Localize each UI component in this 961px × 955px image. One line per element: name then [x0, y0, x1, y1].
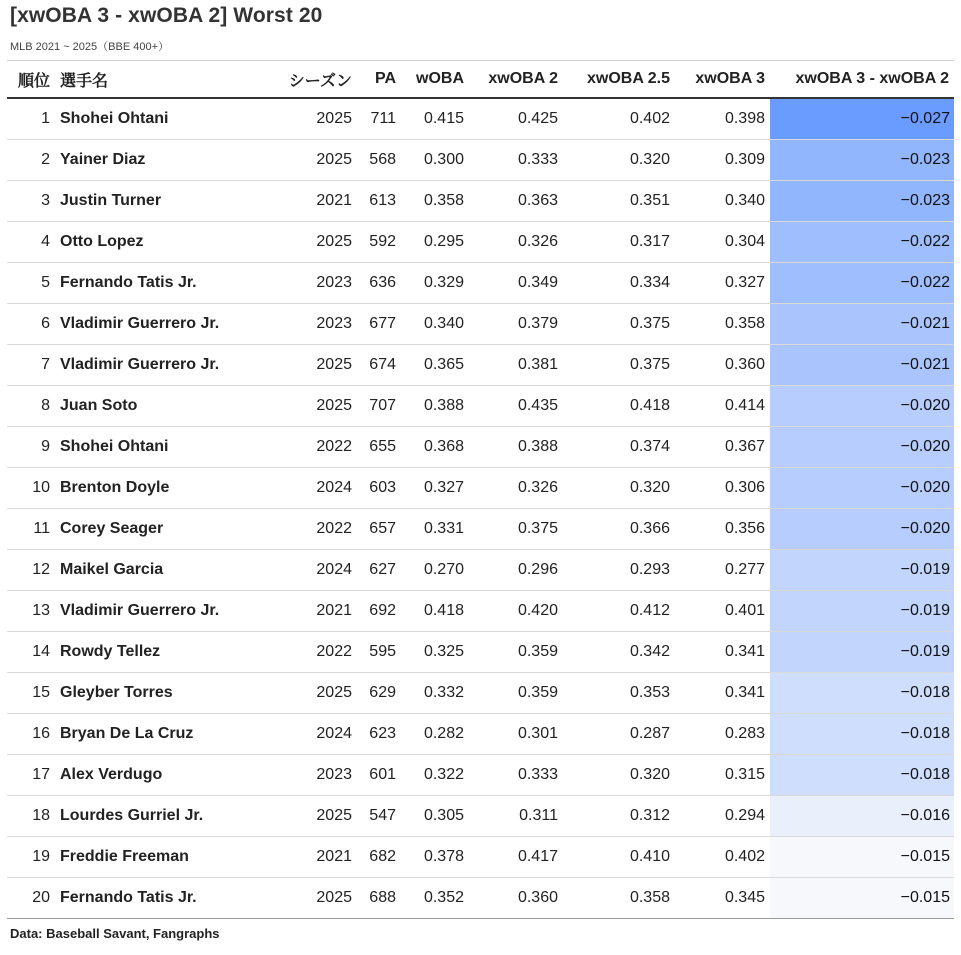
cell-woba: 0.331 [401, 509, 469, 550]
cell-rank: 18 [7, 796, 55, 837]
cell-player-name: Yainer Diaz [55, 140, 270, 181]
cell-xwoba2: 0.375 [469, 509, 563, 550]
cell-pa: 711 [357, 98, 401, 140]
cell-player-name: Juan Soto [55, 386, 270, 427]
cell-xwoba25: 0.410 [563, 837, 675, 878]
cell-player-name: Rowdy Tellez [55, 632, 270, 673]
cell-woba: 0.325 [401, 632, 469, 673]
cell-xwoba2: 0.425 [469, 98, 563, 140]
cell-pa: 655 [357, 427, 401, 468]
cell-xwoba3: 0.294 [675, 796, 770, 837]
table-row [7, 796, 954, 837]
cell-pa: 627 [357, 550, 401, 591]
cell-player-name: Vladimir Guerrero Jr. [55, 591, 270, 632]
cell-pa: 623 [357, 714, 401, 755]
cell-rank: 17 [7, 755, 55, 796]
cell-xwoba3: 0.398 [675, 98, 770, 140]
cell-pa: 674 [357, 345, 401, 386]
cell-rank: 10 [7, 468, 55, 509]
cell-xwoba3: 0.315 [675, 755, 770, 796]
cell-season: 2021 [270, 837, 357, 878]
cell-diff: −0.019 [770, 550, 954, 591]
cell-xwoba25: 0.375 [563, 345, 675, 386]
cell-player-name: Shohei Ohtani [55, 98, 270, 140]
cell-player-name: Brenton Doyle [55, 468, 270, 509]
cell-woba: 0.300 [401, 140, 469, 181]
cell-season: 2021 [270, 181, 357, 222]
cell-woba: 0.368 [401, 427, 469, 468]
cell-xwoba2: 0.388 [469, 427, 563, 468]
cell-rank: 19 [7, 837, 55, 878]
cell-rank: 14 [7, 632, 55, 673]
cell-xwoba25: 0.320 [563, 468, 675, 509]
cell-xwoba3: 0.414 [675, 386, 770, 427]
cell-woba: 0.415 [401, 98, 469, 140]
cell-player-name: Vladimir Guerrero Jr. [55, 345, 270, 386]
cell-woba: 0.332 [401, 673, 469, 714]
cell-player-name: Fernando Tatis Jr. [55, 878, 270, 919]
cell-xwoba25: 0.374 [563, 427, 675, 468]
cell-xwoba25: 0.287 [563, 714, 675, 755]
col-header-season: シーズン [270, 61, 357, 99]
cell-player-name: Shohei Ohtani [55, 427, 270, 468]
cell-diff: −0.021 [770, 345, 954, 386]
cell-season: 2022 [270, 509, 357, 550]
cell-pa: 603 [357, 468, 401, 509]
table-row [7, 878, 954, 919]
table-row [7, 386, 954, 427]
table-row [7, 263, 954, 304]
cell-diff: −0.023 [770, 140, 954, 181]
cell-xwoba2: 0.379 [469, 304, 563, 345]
cell-diff: −0.019 [770, 591, 954, 632]
cell-xwoba2: 0.333 [469, 755, 563, 796]
cell-xwoba3: 0.304 [675, 222, 770, 263]
table-row [7, 714, 954, 755]
cell-xwoba3: 0.356 [675, 509, 770, 550]
cell-xwoba25: 0.402 [563, 98, 675, 140]
table-row [7, 591, 954, 632]
cell-xwoba2: 0.301 [469, 714, 563, 755]
cell-pa: 595 [357, 632, 401, 673]
cell-xwoba3: 0.277 [675, 550, 770, 591]
cell-xwoba2: 0.333 [469, 140, 563, 181]
cell-pa: 592 [357, 222, 401, 263]
col-header-woba: wOBA [401, 61, 469, 99]
cell-diff: −0.016 [770, 796, 954, 837]
table-row [7, 468, 954, 509]
cell-season: 2025 [270, 878, 357, 919]
cell-xwoba25: 0.353 [563, 673, 675, 714]
col-header-pa: PA [357, 61, 401, 99]
cell-player-name: Alex Verdugo [55, 755, 270, 796]
col-header-rank: 順位 [7, 61, 55, 99]
cell-rank: 20 [7, 878, 55, 919]
cell-pa: 601 [357, 755, 401, 796]
cell-diff: −0.027 [770, 98, 954, 140]
cell-xwoba2: 0.349 [469, 263, 563, 304]
cell-diff: −0.020 [770, 386, 954, 427]
cell-season: 2025 [270, 222, 357, 263]
cell-season: 2025 [270, 345, 357, 386]
cell-xwoba3: 0.306 [675, 468, 770, 509]
cell-xwoba25: 0.351 [563, 181, 675, 222]
cell-xwoba2: 0.296 [469, 550, 563, 591]
cell-xwoba2: 0.435 [469, 386, 563, 427]
cell-xwoba3: 0.401 [675, 591, 770, 632]
cell-xwoba3: 0.345 [675, 878, 770, 919]
cell-woba: 0.365 [401, 345, 469, 386]
cell-diff: −0.015 [770, 878, 954, 919]
header-row [7, 61, 954, 99]
cell-diff: −0.022 [770, 263, 954, 304]
cell-season: 2024 [270, 468, 357, 509]
cell-xwoba25: 0.334 [563, 263, 675, 304]
table-row [7, 837, 954, 878]
cell-rank: 9 [7, 427, 55, 468]
table-title: [xwOBA 3 - xwOBA 2] Worst 20 [10, 4, 323, 27]
cell-rank: 4 [7, 222, 55, 263]
cell-xwoba2: 0.381 [469, 345, 563, 386]
cell-pa: 688 [357, 878, 401, 919]
cell-season: 2022 [270, 427, 357, 468]
col-header-player: 選手名 [55, 61, 270, 99]
cell-season: 2025 [270, 673, 357, 714]
table-row [7, 509, 954, 550]
cell-player-name: Maikel Garcia [55, 550, 270, 591]
table-row [7, 181, 954, 222]
cell-season: 2024 [270, 714, 357, 755]
data-source-note: Data: Baseball Savant, Fangraphs [10, 926, 220, 941]
cell-xwoba2: 0.326 [469, 222, 563, 263]
cell-xwoba25: 0.317 [563, 222, 675, 263]
cell-xwoba3: 0.402 [675, 837, 770, 878]
cell-diff: −0.018 [770, 673, 954, 714]
cell-season: 2025 [270, 98, 357, 140]
cell-xwoba25: 0.375 [563, 304, 675, 345]
cell-player-name: Gleyber Torres [55, 673, 270, 714]
cell-woba: 0.270 [401, 550, 469, 591]
cell-pa: 613 [357, 181, 401, 222]
cell-rank: 15 [7, 673, 55, 714]
cell-player-name: Fernando Tatis Jr. [55, 263, 270, 304]
cell-xwoba2: 0.360 [469, 878, 563, 919]
cell-rank: 16 [7, 714, 55, 755]
table-row [7, 98, 954, 140]
cell-xwoba25: 0.342 [563, 632, 675, 673]
col-header-diff: xwOBA 3 - xwOBA 2 [770, 61, 954, 99]
col-header-xwoba25: xwOBA 2.5 [563, 61, 675, 99]
cell-xwoba3: 0.341 [675, 632, 770, 673]
cell-xwoba25: 0.312 [563, 796, 675, 837]
cell-xwoba25: 0.293 [563, 550, 675, 591]
cell-rank: 12 [7, 550, 55, 591]
cell-woba: 0.322 [401, 755, 469, 796]
cell-xwoba2: 0.359 [469, 632, 563, 673]
cell-rank: 13 [7, 591, 55, 632]
cell-xwoba3: 0.283 [675, 714, 770, 755]
cell-diff: −0.021 [770, 304, 954, 345]
cell-player-name: Lourdes Gurriel Jr. [55, 796, 270, 837]
col-header-xwoba2: xwOBA 2 [469, 61, 563, 99]
cell-xwoba2: 0.363 [469, 181, 563, 222]
cell-woba: 0.282 [401, 714, 469, 755]
cell-pa: 692 [357, 591, 401, 632]
cell-diff: −0.018 [770, 755, 954, 796]
cell-woba: 0.418 [401, 591, 469, 632]
cell-rank: 7 [7, 345, 55, 386]
cell-pa: 547 [357, 796, 401, 837]
cell-pa: 568 [357, 140, 401, 181]
cell-season: 2023 [270, 755, 357, 796]
cell-rank: 8 [7, 386, 55, 427]
cell-woba: 0.378 [401, 837, 469, 878]
cell-diff: −0.022 [770, 222, 954, 263]
cell-xwoba2: 0.359 [469, 673, 563, 714]
ranking-table [7, 60, 954, 919]
table-row [7, 632, 954, 673]
cell-xwoba3: 0.340 [675, 181, 770, 222]
cell-rank: 2 [7, 140, 55, 181]
cell-player-name: Justin Turner [55, 181, 270, 222]
cell-xwoba25: 0.412 [563, 591, 675, 632]
cell-woba: 0.340 [401, 304, 469, 345]
cell-woba: 0.295 [401, 222, 469, 263]
cell-diff: −0.020 [770, 509, 954, 550]
cell-rank: 1 [7, 98, 55, 140]
table-row [7, 427, 954, 468]
cell-xwoba25: 0.358 [563, 878, 675, 919]
cell-diff: −0.018 [770, 714, 954, 755]
cell-woba: 0.327 [401, 468, 469, 509]
cell-pa: 677 [357, 304, 401, 345]
cell-xwoba2: 0.311 [469, 796, 563, 837]
table-subtitle: MLB 2021 ~ 2025（BBE 400+） [10, 41, 169, 53]
cell-season: 2021 [270, 591, 357, 632]
cell-diff: −0.020 [770, 468, 954, 509]
cell-season: 2024 [270, 550, 357, 591]
cell-pa: 682 [357, 837, 401, 878]
cell-season: 2025 [270, 140, 357, 181]
cell-pa: 636 [357, 263, 401, 304]
table-row [7, 140, 954, 181]
cell-player-name: Vladimir Guerrero Jr. [55, 304, 270, 345]
cell-season: 2023 [270, 263, 357, 304]
cell-player-name: Otto Lopez [55, 222, 270, 263]
cell-player-name: Bryan De La Cruz [55, 714, 270, 755]
cell-rank: 6 [7, 304, 55, 345]
cell-rank: 5 [7, 263, 55, 304]
cell-pa: 707 [357, 386, 401, 427]
cell-woba: 0.305 [401, 796, 469, 837]
cell-pa: 629 [357, 673, 401, 714]
cell-xwoba3: 0.341 [675, 673, 770, 714]
cell-xwoba25: 0.320 [563, 140, 675, 181]
cell-xwoba3: 0.358 [675, 304, 770, 345]
cell-woba: 0.358 [401, 181, 469, 222]
cell-xwoba3: 0.367 [675, 427, 770, 468]
cell-season: 2023 [270, 304, 357, 345]
cell-diff: −0.019 [770, 632, 954, 673]
cell-diff: −0.023 [770, 181, 954, 222]
cell-rank: 3 [7, 181, 55, 222]
table-row [7, 222, 954, 263]
cell-rank: 11 [7, 509, 55, 550]
cell-player-name: Corey Seager [55, 509, 270, 550]
cell-woba: 0.329 [401, 263, 469, 304]
table-row [7, 673, 954, 714]
table-row [7, 755, 954, 796]
cell-xwoba3: 0.360 [675, 345, 770, 386]
cell-xwoba2: 0.420 [469, 591, 563, 632]
cell-xwoba2: 0.417 [469, 837, 563, 878]
table-row [7, 304, 954, 345]
table-row [7, 345, 954, 386]
cell-woba: 0.388 [401, 386, 469, 427]
cell-woba: 0.352 [401, 878, 469, 919]
cell-xwoba25: 0.418 [563, 386, 675, 427]
col-header-xwoba3: xwOBA 3 [675, 61, 770, 99]
cell-diff: −0.020 [770, 427, 954, 468]
cell-xwoba3: 0.327 [675, 263, 770, 304]
cell-diff: −0.015 [770, 837, 954, 878]
cell-season: 2025 [270, 796, 357, 837]
cell-season: 2025 [270, 386, 357, 427]
cell-xwoba3: 0.309 [675, 140, 770, 181]
cell-xwoba2: 0.326 [469, 468, 563, 509]
table-body [7, 98, 954, 919]
cell-player-name: Freddie Freeman [55, 837, 270, 878]
cell-pa: 657 [357, 509, 401, 550]
cell-season: 2022 [270, 632, 357, 673]
cell-xwoba25: 0.320 [563, 755, 675, 796]
cell-xwoba25: 0.366 [563, 509, 675, 550]
table-row [7, 550, 954, 591]
